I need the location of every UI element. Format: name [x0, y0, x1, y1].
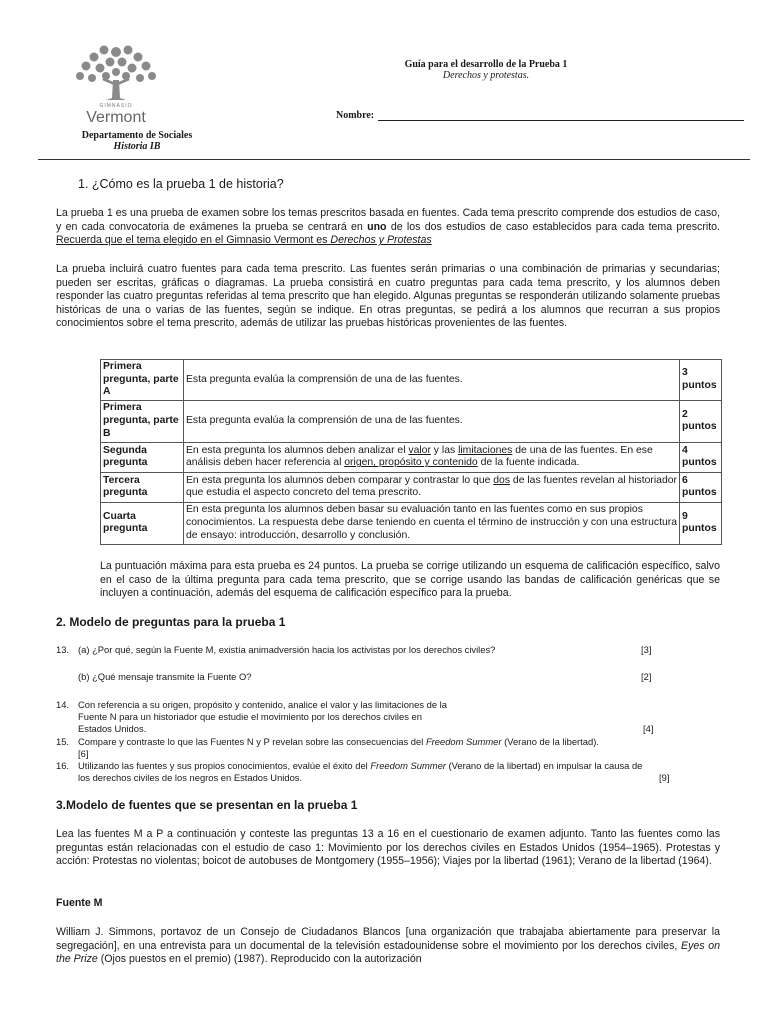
q16-number: 16.: [56, 760, 70, 771]
department-label: Departamento de Sociales: [81, 130, 193, 141]
q16-line2: los derechos civiles de los negros en Estados Unidos.: [78, 772, 303, 783]
description-cell: Esta pregunta evalúa la comprensión de una de las fuentes.: [184, 400, 680, 442]
section3-paragraph2: William J. Simmons, portavoz de un Consejo de Ciudadanos Blancos [una organización que trabajaba abiertamente para preservar la segregación], en una entrevista para un documental de la televisión estadounidense sobre el movimiento por los derechos civiles, Eyes on the Prize (Ojos puestos en el premio) (1987). Reproducido con la autorización: [56, 926, 721, 966]
section1-paragraph2: La prueba incluirá cuatro fuentes para cada tema prescrito. Las fuentes serán primarias o una combinación de primarias y secundarias; pueden ser escritas, gráficas o diagramas. La prueba consistirá en cuatro preguntas para cada tema prescrito, y los alumnos deben responder las cuatro preguntas referidas al tema prescrito que han elegido. Algunas preguntas se responderán utilizando solamente pruebas históricas de una o varias de las fuentes, según se indique. En otras preguntas, se pedirá a los alumnos que recurran a sus propios conocimientos sobre el tema prescrito, además de utilizar las pruebas históricas provenientes de las fuentes.: [56, 263, 720, 330]
table-row: [101, 360, 722, 401]
name-label: Nombre:: [336, 110, 375, 121]
source-label: Fuente M: [56, 897, 103, 909]
q13a-points: [3]: [641, 644, 652, 655]
question-cell: Primera pregunta, parte B: [101, 400, 184, 442]
section3-paragraph1: Lea las fuentes M a P a continuación y conteste las preguntas 13 a 16 en el cuestionario de examen adjunto. Tanto las fuentes como las preguntas están relacionadas con el estudio de caso 1: Movimiento por los derechos civiles en Estados Unidos (1954–1965). Protestas y acción: Protestas no violentas; boicot de autobuses de Montgomery (1955–1956); Viajes por la libertad (1961); Verano de la libertad (1964).: [56, 828, 720, 868]
after-table-paragraph: La puntuación máxima para esta prueba es 24 puntos. La prueba se corrige utilizando un esquema de calificación específico, salvo en el caso de la última pregunta para cada tema prescrito, que se corrige usando las bandas de calificación genéricas que se incluyen a continuación, además del esquema de calificación específico para la prueba.: [100, 560, 720, 600]
q14-points: [4]: [643, 723, 654, 734]
logo-small-text: GIMNASIO: [99, 103, 133, 109]
question-cell: Cuarta pregunta: [101, 502, 184, 544]
course-label: Historia IB: [113, 141, 161, 152]
question-cell: Primera pregunta, parte A: [101, 360, 184, 401]
question-cell: Tercera pregunta: [101, 472, 184, 502]
table-row: [101, 472, 722, 502]
table-row: [101, 502, 722, 544]
points-table: [100, 359, 722, 545]
q16-points: [9]: [659, 772, 670, 783]
q14-number: 14.: [56, 699, 70, 710]
q16-text: Utilizando las fuentes y sus propios conocimientos, evalúe el éxito del Freedom Summer (Verano de la libertad) en impulsar la causa de: [78, 760, 643, 771]
q15-points: [6]: [78, 748, 89, 759]
tree-logo-icon: [64, 40, 168, 126]
header-divider: [38, 159, 750, 160]
q13b-points: [2]: [641, 671, 652, 682]
school-logo: [64, 40, 168, 126]
description-cell: En esta pregunta los alumnos deben basar su evaluación tanto en las fuentes como en sus propios conocimientos. La respuesta debe darse teniendo en cuenta el término de instrucción y con una estructura de ensayo: introducción, desarrollo y conclusión.: [184, 502, 680, 544]
table-row: [101, 400, 722, 442]
description-cell: Esta pregunta evalúa la comprensión de una de las fuentes.: [184, 360, 680, 401]
q13-number: 13.: [56, 644, 70, 655]
q14-line2: Fuente N para un historiador que estudie el movimiento por los derechos civiles en: [78, 711, 422, 722]
q13a-text: (a) ¿Por qué, según la Fuente M, existía animadversión hacia los activistas por los derechos civiles?: [78, 644, 496, 655]
question-cell: Segunda pregunta: [101, 442, 184, 472]
description-cell: En esta pregunta los alumnos deben comparar y contrastar lo que dos de las fuentes revelan al historiador que estudia el aspecto concreto del tema prescrito.: [184, 472, 680, 502]
section1-paragraph1: La prueba 1 es una prueba de examen sobre los temas prescritos basada en fuentes. Cada tema prescrito comprende dos estudios de caso, y en cada convocatoria de exámenes la prueba se centrará en uno de los dos estudios de caso establecidos para cada tema prescrito. Recuerda que el tema elegido en el Gimnasio Vermont es Derechos y Protestas: [56, 207, 720, 247]
guide-subtitle: Derechos y protestas.: [442, 70, 530, 81]
logo-text: Vermont: [86, 109, 146, 126]
section1-heading: 1. ¿Cómo es la prueba 1 de historia?: [78, 177, 284, 191]
q14-line3: Estados Unidos.: [78, 723, 147, 734]
points-cell: 4 puntos: [680, 442, 722, 472]
section3-heading: 3.Modelo de fuentes que se presentan en la prueba 1: [56, 798, 358, 812]
q13b-text: (b) ¿Qué mensaje transmite la Fuente O?: [78, 671, 252, 682]
section2-heading: 2. Modelo de preguntas para la prueba 1: [56, 615, 286, 629]
guide-title: Guía para el desarrollo de la Prueba 1: [404, 59, 568, 70]
description-cell: En esta pregunta los alumnos deben analizar el valor y las limitaciones de una de las fuentes. En ese análisis deben hacer referencia al origen, propósito y contenido de la fuente indicada.: [184, 442, 680, 472]
points-cell: 9 puntos: [680, 502, 722, 544]
points-cell: 2 puntos: [680, 400, 722, 442]
points-cell: 6 puntos: [680, 472, 722, 502]
table-row: [101, 442, 722, 472]
name-field[interactable]: [378, 120, 744, 121]
points-cell: 3 puntos: [680, 360, 722, 401]
q15-number: 15.: [56, 736, 70, 747]
q14-line1: Con referencia a su origen, propósito y contenido, analice el valor y las limitaciones de la: [78, 699, 447, 710]
q15-text: Compare y contraste lo que las Fuentes N y P revelan sobre las consecuencias del Freedom Summer (Verano de la libertad).: [78, 736, 599, 747]
